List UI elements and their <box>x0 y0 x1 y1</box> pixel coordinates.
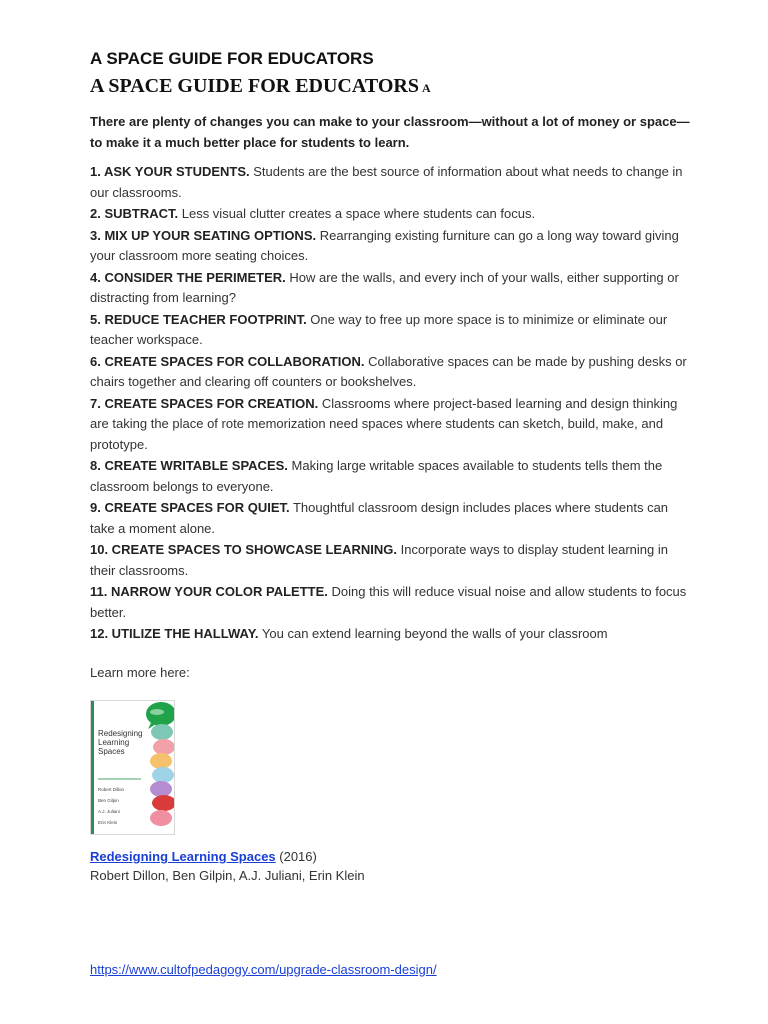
learn-more-label: Learn more here: <box>90 664 190 680</box>
cover-title-line-3: Spaces <box>98 747 125 756</box>
guide-item-heading: 5. REDUCE TEACHER FOOTPRINT. <box>90 311 307 327</box>
book-year: (2016) <box>275 849 317 864</box>
book-title-link[interactable]: Redesigning Learning Spaces <box>90 849 276 864</box>
guide-item-text: One way to free up more space is to minimize or eliminate our teacher workspace. <box>90 311 668 347</box>
guide-item <box>90 268 690 309</box>
guide-item <box>90 498 690 539</box>
guide-item <box>90 162 690 203</box>
guide-item <box>90 204 690 225</box>
guide-item <box>90 310 690 351</box>
guide-item-text: How are the walls, and every inch of your walls, either supporting or distracting from learning? <box>90 269 679 305</box>
guide-item-text: You can extend learning beyond the walls of your classroom <box>258 626 608 641</box>
guide-item-heading: 8. CREATE WRITABLE SPACES. <box>90 458 288 473</box>
guide-item-heading: 11. NARROW YOUR COLOR PALETTE. <box>90 584 328 599</box>
book-reference <box>90 847 690 885</box>
cover-author-3: A.J. Juliani <box>98 809 120 814</box>
guide-item-text: Less visual clutter creates a space where students can focus. <box>178 206 536 221</box>
document-title: A SPACE GUIDE FOR EDUCATORS <box>90 49 374 68</box>
guide-item-heading: 4. CONSIDER THE PERIMETER. <box>90 269 286 285</box>
guide-item-heading: 12. UTILIZE THE HALLWAY. <box>90 626 259 641</box>
guide-item <box>90 394 690 456</box>
guide-item-text: Collaborative spaces can be made by pushing desks or chairs together and clearing off counters or bookshelves. <box>90 353 687 389</box>
document-body <box>90 48 690 683</box>
guide-item <box>90 456 690 497</box>
cover-title-line-2: Learning <box>98 738 130 747</box>
cover-author-1: Robert Dillon <box>98 787 125 792</box>
book-authors: Robert Dillon, Ben Gilpin, A.J. Juliani, Erin Klein <box>90 868 365 883</box>
guide-item-heading: 6. CREATE SPACES FOR COLLABORATION. <box>90 353 365 369</box>
guide-item <box>90 540 690 581</box>
guide-item-heading: 1. ASK YOUR STUDENTS. <box>90 164 250 179</box>
source-url <box>90 960 437 979</box>
source-url-link[interactable]: https://www.cultofpedagogy.com/upgrade-classroom-design/ <box>90 962 437 977</box>
title-serif-suffix: A <box>421 81 431 95</box>
guide-item-text: Students are the best source of information about what needs to change in our classrooms. <box>90 164 683 200</box>
guide-item <box>90 624 690 645</box>
guide-item-heading: 9. CREATE SPACES FOR QUIET. <box>90 500 290 515</box>
guide-item <box>90 582 690 623</box>
guide-item-heading: 10. CREATE SPACES TO SHOWCASE LEARNING. <box>90 542 397 557</box>
document-title-serif <box>90 72 690 100</box>
book-cover-illustration <box>91 701 175 835</box>
guide-item-text: Doing this will reduce visual noise and allow students to focus better. <box>90 584 687 620</box>
guide-item <box>90 226 690 267</box>
guide-list <box>90 162 690 645</box>
guide-item-text: Incorporate ways to display student learning in their classrooms. <box>90 542 668 578</box>
cover-author-4: Erin Klein <box>98 820 118 825</box>
cover-title-line-1: Redesigning <box>98 729 143 738</box>
cover-author-2: Ben Gilpin <box>98 798 119 803</box>
guide-item-text: Rearranging existing furniture can go a long way toward giving your classroom more seating choices. <box>90 227 679 263</box>
guide-item-heading: 7. CREATE SPACES FOR CREATION. <box>90 395 319 411</box>
guide-item-heading: 3. MIX UP YOUR SEATING OPTIONS. <box>90 227 317 243</box>
guide-item-text: Classrooms where project-based learning and design thinking are taking the place of rote memorization need spaces where students can sketch, build, make, and prototype. <box>90 395 678 452</box>
book-reference-title-line <box>90 847 690 866</box>
guide-item <box>90 352 690 393</box>
guide-item-text: Making large writable spaces available to students tells them the classroom belongs to everyone. <box>90 458 663 494</box>
title-serif-text: A SPACE GUIDE FOR EDUCATORS <box>90 75 419 97</box>
guide-item-heading: 2. SUBTRACT. <box>90 206 179 221</box>
guide-item-text: Thoughtful classroom design includes places where students can take a moment alone. <box>90 500 669 536</box>
book-cover-image[interactable] <box>90 700 175 835</box>
intro-paragraph: There are plenty of changes you can make to your classroom—without a lot of money or space—to make it a much better place for students to learn. <box>90 114 690 150</box>
